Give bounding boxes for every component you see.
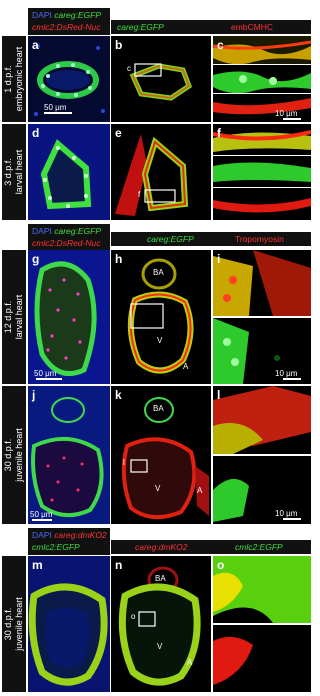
header-col1-block2: DAPI careg:EGFP cmlc2:DsRed-Nuc — [28, 224, 110, 251]
panel-b — [111, 36, 211, 122]
panel-m — [28, 556, 110, 692]
panel-label-h: h — [115, 252, 123, 266]
panel-f-merge — [213, 124, 311, 155]
panel-label-k: k — [115, 388, 122, 402]
header-col1-block1 — [28, 8, 110, 35]
panel-f-red — [213, 188, 311, 220]
chamber-BA-n: BA — [155, 574, 166, 583]
panel-h — [111, 250, 211, 384]
panel-k — [111, 386, 211, 524]
panel-j — [28, 386, 110, 524]
chamber-A-k: A — [197, 486, 203, 495]
careg-egfp-mid-label: careg:EGFP — [117, 22, 164, 32]
scale-bar-c — [283, 118, 301, 120]
embcmhc-label: embCMHC — [231, 22, 274, 32]
box-label-f: f — [138, 190, 141, 199]
scale-bar-i — [283, 378, 301, 380]
panel-label-g: g — [32, 252, 40, 266]
panel-a — [28, 36, 110, 122]
panel-l-green — [213, 456, 311, 524]
panel-e — [111, 124, 211, 220]
panel-label-d: d — [32, 126, 40, 140]
panel-label-i: i — [217, 252, 221, 266]
panel-label-f: f — [217, 126, 221, 140]
header-col2-block3: careg:dmKO2 cmlc2:EGFP — [111, 540, 311, 554]
box-label-o: o — [131, 612, 136, 621]
chamber-BA-h: BA — [153, 268, 164, 277]
panel-f-green — [213, 156, 311, 187]
panel-i-green — [213, 318, 311, 384]
scale-bar-j — [32, 519, 52, 521]
row-label-30dpf-b: 30 d.p.f. juvenile heart — [2, 556, 26, 692]
panel-l-merge — [213, 386, 311, 454]
panel-label-n: n — [115, 558, 123, 572]
row-label-1dpf: 1 d.p.f. embryonic heart — [2, 36, 26, 122]
chamber-V-n: V — [157, 642, 163, 651]
cmlc2-dsred-label: cmlc2:DsRed-Nuc — [32, 22, 101, 32]
careg-egfp-label: careg:EGFP — [54, 10, 101, 20]
header-col2-block1 — [111, 20, 311, 34]
panel-c-green — [213, 65, 311, 93]
panel-c-merge — [213, 36, 311, 64]
row-label-3dpf: 3 d.p.f. larval heart — [2, 124, 26, 220]
chamber-V-k: V — [155, 484, 161, 493]
header-col1-block3: DAPI careg:dmKO2 cmlc2:EGFP — [28, 528, 110, 555]
panel-o-merge — [213, 556, 311, 623]
panel-i-merge — [213, 250, 311, 316]
scale-text-l: 10 μm — [275, 509, 298, 518]
scale-text-a: 50 μm — [44, 103, 67, 112]
scale-text-j: 50 μm — [30, 510, 53, 519]
panel-label-e: e — [115, 126, 122, 140]
panel-d — [28, 124, 110, 220]
dapi-label: DAPI — [32, 10, 52, 20]
row-label-12dpf: 12 d.p.f. larval heart — [2, 250, 26, 384]
panel-label-l: l — [217, 388, 221, 402]
row-label-30dpf-a: 30 d.p.f. juvenile heart — [2, 386, 26, 524]
tropomyosin-label: Tropomyosin — [235, 234, 284, 244]
scale-bar-g — [36, 378, 62, 380]
panel-n — [111, 556, 211, 692]
panel-c-red — [213, 94, 311, 122]
panel-label-b: b — [115, 38, 123, 52]
panel-g — [28, 250, 110, 384]
chamber-A-h: A — [183, 362, 189, 371]
panel-label-m: m — [32, 558, 43, 572]
panel-o-red — [213, 625, 311, 692]
header-col2-block2: careg:EGFP Tropomyosin — [111, 232, 311, 246]
panel-label-c: c — [217, 38, 224, 52]
scale-text-i: 10 μm — [275, 369, 298, 378]
box-label-c: c — [127, 64, 131, 73]
panel-label-o: o — [217, 558, 225, 572]
panel-label-a: a — [32, 38, 39, 52]
chamber-V-h: V — [157, 336, 163, 345]
scale-text-c: 10 μm — [275, 109, 298, 118]
box-label-l: l — [123, 458, 125, 467]
chamber-BA-k: BA — [153, 404, 164, 413]
scale-bar-a — [44, 112, 72, 114]
panel-label-j: j — [32, 388, 36, 402]
scale-text-g: 50 μm — [34, 369, 57, 378]
chamber-A-n: A — [187, 658, 193, 667]
scale-bar-l — [283, 518, 301, 520]
